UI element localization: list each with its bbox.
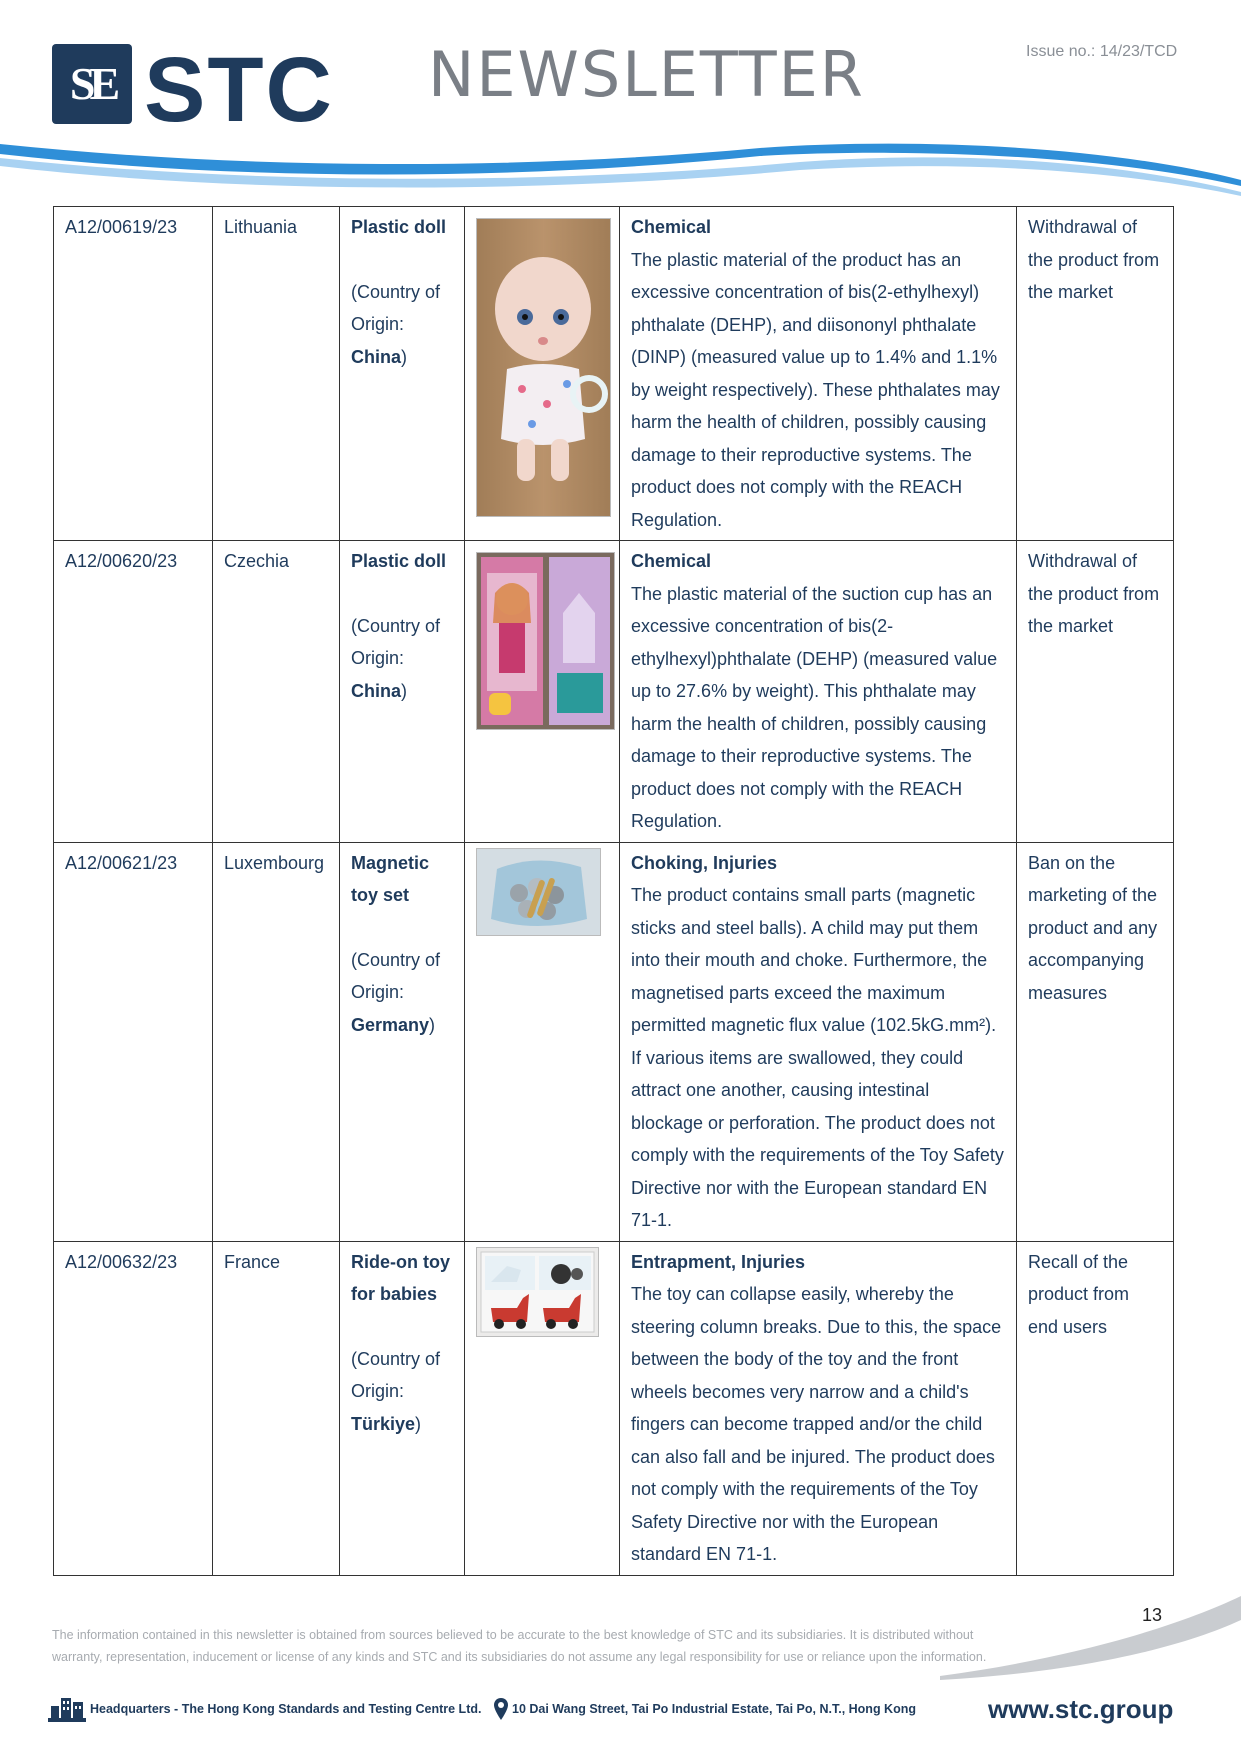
product-name: Magnetic toy set (351, 852, 430, 905)
stc-logo (52, 39, 352, 141)
disclaimer: The information contained in this newsletter is obtained from sources believed to be accurate to the best knowledge of STC and its subsidiaries. It is distributed without warranty, representation, inducement or license of any kinds and STC and its subsidiaries do not assume any legal responsibility for use or reliance upon the information. (52, 1628, 987, 1664)
country-cell: Lithuania (213, 207, 340, 541)
origin-close: ) (429, 1014, 436, 1035)
origin-label: (Country of Origin: (351, 615, 441, 668)
risk-type: Entrapment, Injuries (631, 1251, 806, 1272)
boxed-doll-photo (476, 552, 615, 730)
table-row (54, 842, 1174, 1241)
reference-cell: A12/00621/23 (54, 842, 213, 1241)
page-number: 13 (1142, 1605, 1163, 1625)
origin-country: Türkiye (351, 1413, 416, 1434)
country-cell: France (213, 1241, 340, 1575)
image-cell (465, 1241, 620, 1575)
image-cell (465, 541, 620, 843)
magnetic-balls-photo (476, 848, 601, 936)
risk-cell (620, 207, 1017, 541)
website-link[interactable]: www.stc.group (988, 1694, 1174, 1724)
address-text: 10 Dai Wang Street, Tai Po Industrial Estate, Tai Po, N.T., Hong Kong (512, 1702, 916, 1716)
reference-cell: A12/00632/23 (54, 1241, 213, 1575)
origin-close: ) (415, 1413, 422, 1434)
origin-country: Germany (351, 1014, 430, 1035)
origin-label: (Country of Origin: (351, 949, 441, 1002)
product-cell (340, 541, 465, 843)
measure-cell: Ban on the marketing of the product and any accompanying measures (1017, 842, 1174, 1241)
country-cell: Luxembourg (213, 842, 340, 1241)
product-cell (340, 1241, 465, 1575)
country-cell: Czechia (213, 541, 340, 843)
risk-description: The plastic material of the product has an excessive concentration of bis(2-ethylhexyl) phthalate (DEHP), and diisononyl phthalate (DINP) (measured value up to 1.4% and 1.1% by weight respectively). These phthalates may harm the health of children, possibly causing damage to their reproductive systems. The product does not comply with the REACH Regulation. (631, 249, 1000, 530)
risk-cell (620, 1241, 1017, 1575)
measure-cell: Withdrawal of the product from the market (1017, 541, 1174, 843)
product-name: Plastic doll (351, 551, 447, 571)
risk-description: The plastic material of the suction cup has an excessive concentration of bis(2-ethylhexyl)phthalate (DEHP) (measured value up to 27.6% by weight). This phthalate may harm the health of children, possibly causing damage to their reproductive systems. The product does not comply with the REACH Regulation. (631, 583, 998, 831)
doll-photo (476, 218, 611, 517)
product-cell (340, 842, 465, 1241)
table-row (54, 1241, 1174, 1575)
risk-description: The product contains small parts (magnetic sticks and steel balls). A child may put them into their mouth and choke. Furthermore, the magnetised parts exceed the maximum permitted magnetic flux value (102.5kG.mm²). If various items are swallowed, they could attract one another, causing intestinal blockage or perforation. The product does not comply with the requirements of the Toy Safety Directive nor with the European standard EN 71-1. (631, 885, 1004, 1230)
reference-cell: A12/00620/23 (54, 541, 213, 843)
measure-cell: Withdrawal of the product from the market (1017, 207, 1174, 541)
risk-type: Chemical (631, 217, 712, 237)
image-cell (465, 207, 620, 541)
logo-text: STC (144, 39, 334, 141)
product-name: Ride-on toy for babies (351, 1251, 450, 1304)
ride-on-toy-photo (476, 1247, 599, 1337)
risk-description: The toy can collapse easily, whereby the steering column breaks. Due to this, the space between the body of the toy and the front wheels becomes very narrow and a child's fingers can become trapped and/or the child can also fall and be injured. The product does not comply with the requirements of the Toy Safety Directive nor with the European standard EN 71-1. (631, 1284, 1002, 1564)
origin-close: ) (401, 680, 408, 701)
footer-bar (48, 1690, 1198, 1726)
origin-label: (Country of Origin: (351, 1348, 441, 1401)
location-pin-icon (494, 1698, 508, 1720)
table-row (54, 207, 1174, 541)
risk-type: Chemical (631, 551, 712, 571)
issue-number: Issue no.: 14/23/TCD (1026, 43, 1178, 60)
origin-label: (Country of Origin: (351, 281, 441, 334)
origin-country: China (351, 680, 402, 701)
origin-country: China (351, 346, 402, 367)
recall-table (53, 206, 1174, 1576)
stc-logo-mark-icon: SE (52, 44, 132, 124)
product-cell (340, 207, 465, 541)
image-cell (465, 842, 620, 1241)
risk-cell (620, 842, 1017, 1241)
product-name: Plastic doll (351, 217, 447, 237)
header-swoosh-decoration (0, 140, 1241, 200)
building-icon (48, 1696, 86, 1722)
table-row (54, 541, 1174, 843)
origin-close: ) (401, 346, 408, 367)
measure-cell: Recall of the product from end users (1017, 1241, 1174, 1575)
risk-cell (620, 541, 1017, 843)
headquarters-text: Headquarters - The Hong Kong Standards and Testing Centre Ltd. (90, 1702, 482, 1716)
newsletter-title: NEWSLETTER (428, 38, 865, 111)
reference-cell: A12/00619/23 (54, 207, 213, 541)
risk-type: Choking, Injuries (631, 852, 778, 873)
